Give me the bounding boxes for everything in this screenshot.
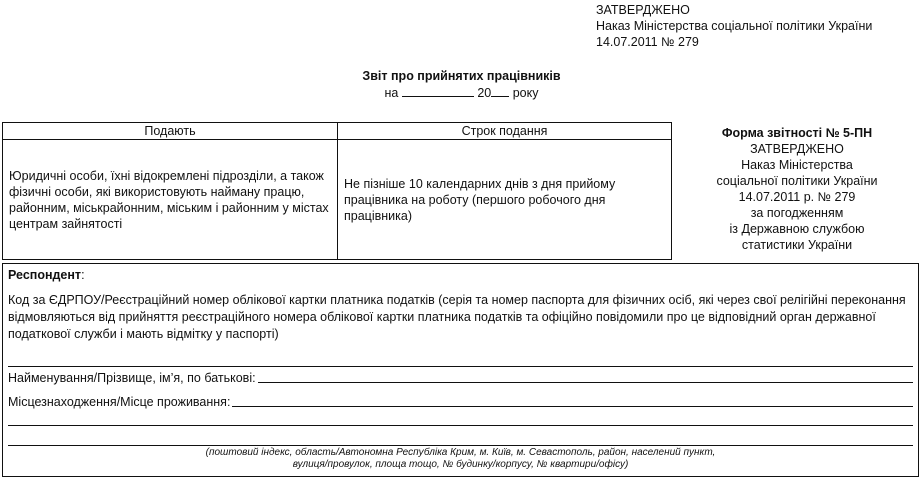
report-period xyxy=(0,85,923,101)
year-blank[interactable] xyxy=(491,85,509,97)
respondent-name-label: Найменування/Прізвище, ім’я, по батькові: xyxy=(8,371,256,385)
respondent-location-label: Місцезнаходження/Місце проживання: xyxy=(8,395,231,409)
respondent-title xyxy=(8,267,85,283)
respondent-address-line-2[interactable] xyxy=(8,445,913,446)
address-hint-line-2: вулиця/провулок, площа тощо, № будинку/корпусу, № квартири/офісу) xyxy=(292,459,629,470)
table-row xyxy=(3,140,672,260)
respondent-location-input[interactable] xyxy=(232,406,913,407)
report-title: Звіт про прийнятих працівників xyxy=(362,69,561,83)
header-deadline: Строк подання xyxy=(338,123,672,140)
form-approval-block xyxy=(688,125,906,253)
respondent-code-input-line[interactable] xyxy=(8,366,913,367)
cell-submitters: Юридичні особи, їхні відокремлені підрозділи, а також фізичні особи, які використовують найману працю, районним, міськрайонним, міським і районним у містах центрам зайнятості xyxy=(3,140,338,260)
form-line: 14.07.2011 р. № 279 xyxy=(738,190,856,204)
approval-stamp-top xyxy=(596,2,872,50)
respondent-name-field xyxy=(8,370,913,386)
year-prefix: 20 xyxy=(477,86,492,100)
respondent-section xyxy=(2,263,919,477)
approval-order: Наказ Міністерства соціальної політики України xyxy=(596,19,873,33)
form-number: Форма звітності № 5-ПН xyxy=(721,126,873,140)
form-line: соціальної політики України xyxy=(716,174,878,188)
submission-table-header xyxy=(3,123,672,140)
approval-status: ЗАТВЕРДЖЕНО xyxy=(596,3,690,17)
form-line: за погодженням xyxy=(750,206,844,220)
cell-deadline: Не пізніше 10 календарних днів з дня прийому працівника на роботу (першого робочого дня працівника) xyxy=(338,140,672,260)
approval-date-number: 14.07.2011 № 279 xyxy=(596,35,699,49)
form-line: статистики України xyxy=(741,238,853,252)
form-line: ЗАТВЕРДЖЕНО xyxy=(750,142,844,156)
period-date-blank[interactable] xyxy=(402,85,474,97)
year-suffix: року xyxy=(512,86,539,100)
respondent-location-field xyxy=(8,394,913,410)
submission-table xyxy=(2,122,672,260)
respondent-address-line-1[interactable] xyxy=(8,425,913,426)
respondent-name-input[interactable] xyxy=(258,382,913,383)
respondent-title-colon: : xyxy=(81,268,85,282)
form-line: із Державною службою xyxy=(729,222,865,236)
form-line: Наказ Міністерства xyxy=(741,158,853,172)
report-header xyxy=(0,68,923,101)
header-submitters: Подають xyxy=(3,123,338,140)
respondent-code-label: Код за ЄДРПОУ/Реєстраційний номер облікової картки платника податків (серія та номер паспорта для фізичних осіб, які через свої релігійні переконання відмовляються від прийняття реєстраційного номера облікової картки платника податків та офіційно повідомили про це відповідний орган державної податкової служби і мають відмітку у паспорті) xyxy=(8,293,906,341)
address-hint-line-1: (поштовий індекс, область/Автономна Республіка Крим, м. Київ, м. Севастополь, район, населений пункт, xyxy=(205,447,716,458)
respondent-title-text: Респондент xyxy=(8,268,82,282)
address-hint xyxy=(3,447,918,471)
period-prefix: на xyxy=(384,86,399,100)
